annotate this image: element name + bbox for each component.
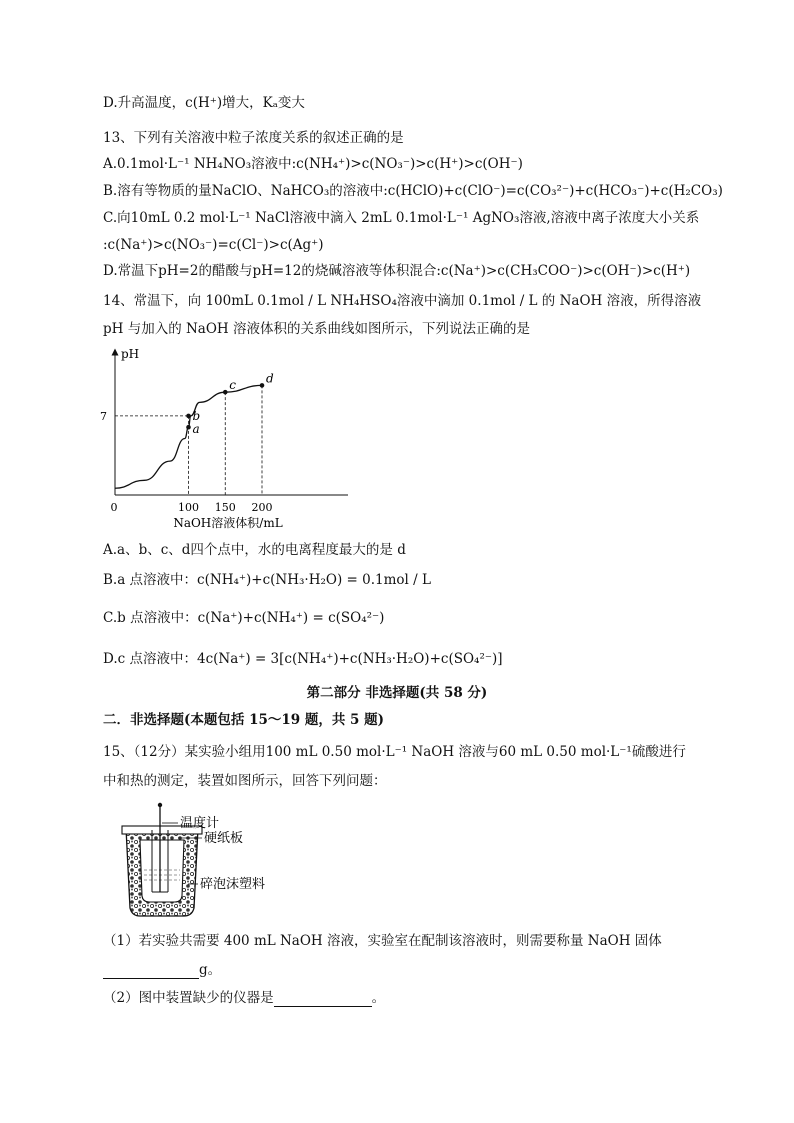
- q14-option-a: A.a、b、c、d四个点中，水的电离程度最大的是 d: [103, 542, 406, 558]
- q14-option-d: D.c 点溶液中：4c(Na⁺) = 3[c(NH₄⁺)+c(NH₃·H₂O)+c(SO₄²⁻)]: [103, 651, 503, 667]
- x-axis-label: NaOH溶液体积/mL: [173, 516, 283, 530]
- q13-option-c-line2: :c(Na⁺)>c(NO₃⁻)=c(Cl⁻)>c(Ag⁺): [103, 237, 324, 253]
- foam-label: 碎泡沫塑料: [200, 877, 266, 892]
- q13-option-b: B.溶有等物质的量NaClO、NaHCO₃的溶液中:c(HClO)+c(ClO⁻)=c(CO₃²⁻)+c(HCO₃⁻)+c(H₂CO₃): [103, 183, 723, 199]
- x-tick-label-100: 100: [178, 501, 199, 514]
- answer-blank-2[interactable]: [274, 993, 372, 1007]
- point-c: [223, 390, 228, 395]
- point-a: [186, 425, 191, 430]
- thermometer-label: 温度计: [180, 816, 220, 831]
- question-15-line1: 15、（12分）某实验小组用100 mL 0.50 mol·L⁻¹ NaOH 溶液与60 mL 0.50 mol·L⁻¹硫酸进行: [103, 744, 686, 760]
- question-15-line2: 中和热的测定，装置如图所示，回答下列问题：: [103, 773, 387, 789]
- point-b: [186, 414, 191, 419]
- part-two-heading: 第二部分 非选择题(共 58 分): [306, 685, 488, 701]
- y-axis-label: pH: [121, 347, 140, 361]
- y-tick-label-7: 7: [100, 409, 107, 423]
- point-label-c: c: [229, 378, 236, 393]
- q15-part1-line1: （1）若实验共需要 400 mL NaOH 溶液，实验室在配制该溶液时，则需要称量 NaOH 固体: [103, 933, 662, 949]
- q13-option-a: A.0.1mol·L⁻¹ NH₄NO₃溶液中:c(NH₄⁺)>c(NO₃⁻)>c(H⁺)>c(OH⁻): [103, 156, 523, 172]
- x-tick-label-0: 0: [110, 501, 118, 514]
- q14-option-c: C.b 点溶液中：c(Na⁺)+c(NH₄⁺) = c(SO₄²⁻): [103, 610, 385, 626]
- q15-part1-line2: g。: [103, 961, 221, 979]
- cardboard-label: 硬纸板: [204, 831, 244, 846]
- point-label-d: d: [266, 371, 274, 386]
- question-14-line2: pH 与加入的 NaOH 溶液体积的关系曲线如图所示，下列说法正确的是: [103, 321, 530, 337]
- point-label-a: a: [192, 422, 200, 437]
- q12-option-d: D.升高温度，c(H⁺)增大，Kₐ变大: [103, 95, 305, 111]
- answer-blank-1[interactable]: [103, 965, 199, 979]
- point-d: [260, 383, 265, 388]
- q14-option-b: B.a 点溶液中：c(NH₄⁺)+c(NH₃·H₂O) = 0.1mol / L: [103, 572, 431, 588]
- thermometer-bulb: [158, 803, 162, 807]
- question-13: 13、下列有关溶液中粒子浓度关系的叙述正确的是: [103, 130, 404, 146]
- q13-option-c-line1: C.向10mL 0.2 mol·L⁻¹ NaCl溶液中滴入 2mL 0.1mol·L⁻¹ AgNO₃溶液,溶液中离子浓度大小关系: [103, 210, 700, 226]
- calorimeter-diagram: [118, 800, 308, 920]
- ph-titration-chart: [98, 344, 358, 534]
- x-tick-label-200: 200: [251, 501, 273, 514]
- question-14-line1: 14、常温下，向 100mL 0.1mol / L NH₄HSO₄溶液中滴加 0.1mol / L 的 NaOH 溶液，所得溶液: [103, 293, 702, 309]
- section-two-heading: 二．非选择题(本题包括 15～19 题，共 5 题): [103, 712, 385, 728]
- x-tick-label-150: 150: [214, 501, 236, 514]
- q15-part2: （2）图中装置缺少的仪器是 。: [103, 990, 386, 1006]
- q13-option-d: D.常温下pH=2的醋酸与pH=12的烧碱溶液等体积混合:c(Na⁺)>c(CH₃COO⁻)>c(OH⁻)>c(H⁺): [103, 263, 691, 279]
- point-label-b: b: [192, 408, 201, 423]
- inner-beaker: [140, 840, 184, 902]
